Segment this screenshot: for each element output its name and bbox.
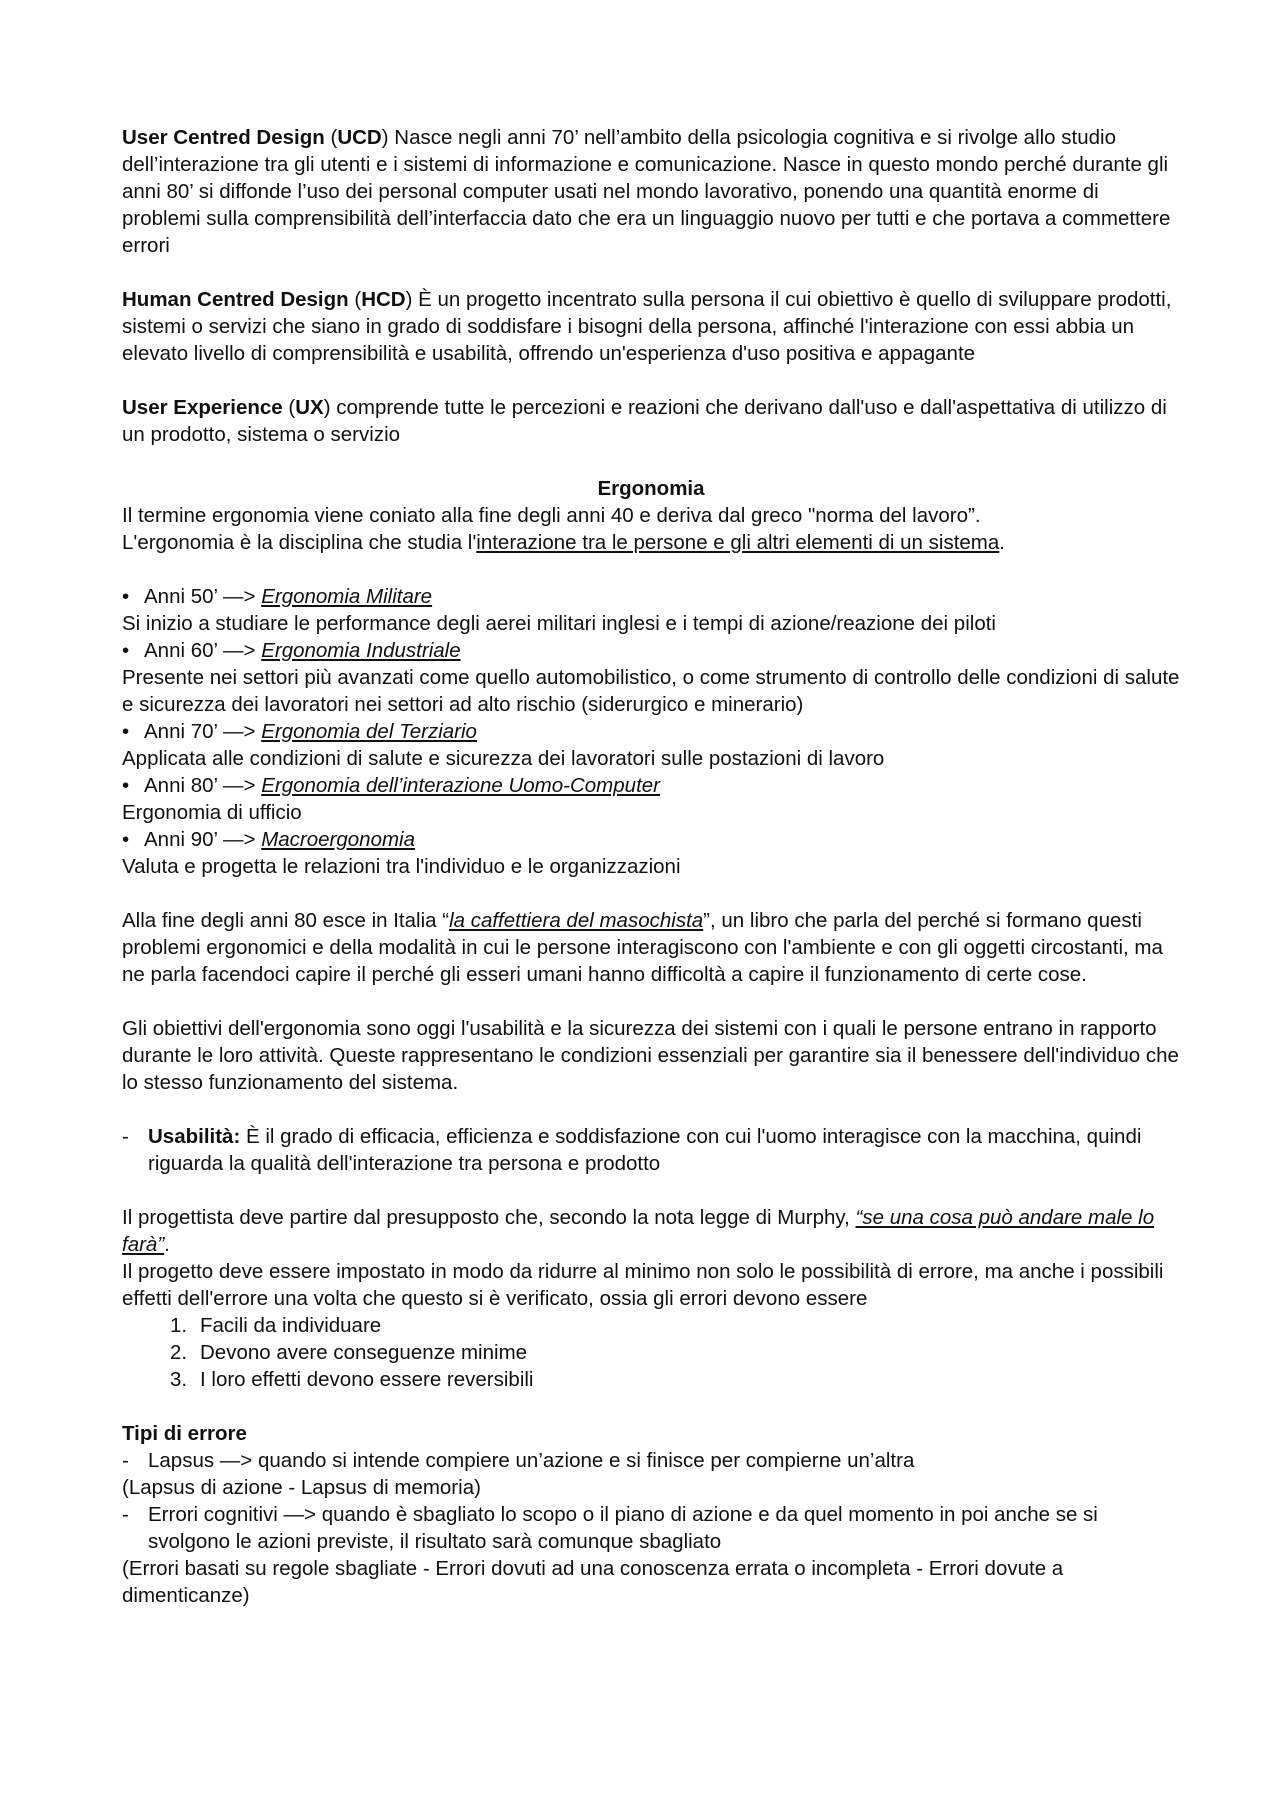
era-label: Anni 50’ —> <box>144 585 262 608</box>
era-name: Ergonomia Industriale <box>261 639 461 662</box>
bullet-icon: • <box>122 828 130 851</box>
ergonomia-line2-post: . <box>999 531 1005 554</box>
errore-cognitivi <box>122 1501 1180 1555</box>
murphy-post: . <box>164 1233 170 1256</box>
term-ucd: User Centred Design <box>122 126 325 149</box>
list-text: Facili da individuare <box>200 1314 382 1337</box>
list-number: 1. <box>170 1314 188 1337</box>
text-ucd: Nasce negli anni 70’ nell’ambito della psicologia cognitiva e si rivolge allo studio dell’interazione tra gli utenti e i sistemi di informazione e comunicazione. Nasce in questo mondo perché durante gli anni 80’ si diffonde l’uso dei personal computer usati nel mondo lavorativo, ponendo una quantità enorme di problemi sulla comprensibilità dell’interfaccia dato che era un linguaggio nuovo per tutti e che portava a commettere errori <box>122 126 1171 257</box>
era-label: Anni 70’ —> <box>144 720 262 743</box>
caffettiera-post: ”, un libro che parla del perché si formano questi problemi ergonomici e della modalità in cui le persone interagiscono con l'ambiente e con gli oggetti circostanti, ma ne parla facendoci capire il perché gli esseri umani hanno difficoltà a capire il funzionamento di certe cose. <box>122 909 1163 986</box>
paragraph-hcd: Human Centred Design (HCD) È un progetto incentrato sulla persona il cui obiettivo è quello di sviluppare prodotti, sistemi o servizi che siano in grado di soddisfare i bisogni della persona, affinché l'interazione con essi abbia un elevato livello di comprensibilità e usabilità, offrendo un'esperienza d'uso positiva e appagante <box>122 288 1172 365</box>
era-item <box>122 583 1180 610</box>
term-hcd: Human Centred Design <box>122 288 349 311</box>
term-ux: User Experience <box>122 396 283 419</box>
dash-icon: - <box>122 1503 129 1526</box>
list-number: 3. <box>170 1368 188 1391</box>
errore-lapsus <box>122 1447 1180 1474</box>
bullet-icon: • <box>122 639 130 662</box>
heading-ergonomia: Ergonomia <box>597 477 705 500</box>
era-item <box>122 772 1180 799</box>
list-item <box>170 1312 1180 1339</box>
murphy-quote: “se una cosa può andare male lo farà” <box>122 1206 1155 1256</box>
paragraph-ucd: User Centred Design (UCD) Nasce negli anni 70’ nell’ambito della psicologia cognitiva e si rivolge allo studio dell’interazione tra gli utenti e i sistemi di informazione e comunicazione. Nasce in questo mondo perché durante gli anni 80’ si diffonde l’uso dei personal computer usati nel mondo lavorativo, ponendo una quantità enorme di problemi sulla comprensibilità dell’interfaccia dato che era un linguaggio nuovo per tutti e che portava a commettere errori <box>122 126 1171 257</box>
era-label: Anni 60’ —> <box>144 639 262 662</box>
era-name: Ergonomia dell’interazione Uomo-Computer <box>261 774 660 797</box>
paragraph-caffettiera <box>122 907 1180 988</box>
paragraph-ux: User Experience (UX) comprende tutte le percezioni e reazioni che derivano dall'uso e dall'aspettativa di utilizzo di un prodotto, sistema o servizio <box>122 396 1167 446</box>
murphy-pre: Il progettista deve partire dal presupposto che, secondo la nota legge di Murphy, <box>122 1206 856 1229</box>
text-cognitivi: Errori cognitivi —> quando è sbagliato lo scopo o il piano di azione e da quel momento in poi anche se si svolgono le azioni previste, il risultato sarà comunque sbagliato <box>148 1503 1098 1553</box>
list-text: Devono avere conseguenze minime <box>200 1341 528 1364</box>
bullet-icon: • <box>122 585 130 608</box>
text-lapsus: Lapsus —> quando si intende compiere un’azione e si finisce per compierne un’altra <box>148 1449 915 1472</box>
bullet-icon: • <box>122 720 130 743</box>
caffettiera-pre: Alla fine degli anni 80 esce in Italia “ <box>122 909 450 932</box>
usabilita-item <box>122 1123 1180 1177</box>
ergonomia-line2-pre: L'ergonomia è la disciplina che studia l' <box>122 531 477 554</box>
note-cognitivi: (Errori basati su regole sbagliate - Errori dovuti ad una conoscenza errata o incompleta - Errori dovute a dimenticanze) <box>122 1557 1064 1607</box>
abbr-hcd: HCD <box>361 288 406 311</box>
era-name: Ergonomia Militare <box>261 585 433 608</box>
requirements-list <box>122 1312 1180 1393</box>
era-description: Presente nei settori più avanzati come quello automobilistico, o come strumento di controllo delle condizioni di salute e sicurezza dei lavoratori nei settori ad alto rischio (siderurgico e minerario) <box>122 666 1180 716</box>
era-item <box>122 826 1180 853</box>
paragraph-murphy <box>122 1204 1180 1258</box>
text-ux: comprende tutte le percezioni e reazioni che derivano dall'uso e dall'aspettativa di utilizzo di un prodotto, sistema o servizio <box>122 396 1167 446</box>
ergonomia-line2 <box>122 529 1180 556</box>
era-item <box>122 637 1180 664</box>
era-label: Anni 90’ —> <box>144 828 262 851</box>
text-hcd: È un progetto incentrato sulla persona il cui obiettivo è quello di sviluppare prodotti, sistemi o servizi che siano in grado di soddisfare i bisogni della persona, affinché l'interazione con essi abbia un elevato livello di comprensibilità e usabilità, offrendo un'esperienza d'uso positiva e appagante <box>122 288 1172 365</box>
dash-icon: - <box>122 1125 129 1148</box>
era-description: Ergonomia di ufficio <box>122 801 302 824</box>
era-list <box>122 583 1180 880</box>
heading-tipi-errore: Tipi di errore <box>122 1422 247 1445</box>
dash-icon: - <box>122 1449 129 1472</box>
era-name: Macroergonomia <box>261 828 416 851</box>
term-usabilita: Usabilità: <box>148 1125 241 1148</box>
abbr-ux: UX <box>295 396 324 419</box>
list-text: I loro effetti devono essere reversibili <box>200 1368 534 1391</box>
book-title: la caffettiera del masochista <box>449 909 704 932</box>
bullet-icon: • <box>122 774 130 797</box>
list-item <box>170 1339 1180 1366</box>
abbr-ucd: UCD <box>337 126 382 149</box>
era-description: Si inizio a studiare le performance degli aerei militari inglesi e i tempi di azione/reazione dei piloti <box>122 612 996 635</box>
era-description: Valuta e progetta le relazioni tra l'individuo e le organizzazioni <box>122 855 681 878</box>
ergonomia-line1: Il termine ergonomia viene coniato alla fine degli anni 40 e deriva dal greco "norma del lavoro”. <box>122 504 981 527</box>
era-name: Ergonomia del Terziario <box>261 720 477 743</box>
paragraph-obiettivi: Gli obiettivi dell'ergonomia sono oggi l'usabilità e la sicurezza dei sistemi con i quali le persone entrano in rapporto durante le loro attività. Queste rappresentano le condizioni essenziali per garantire sia il benessere dell'individuo che lo stesso funzionamento del sistema. <box>122 1017 1179 1094</box>
text-usabilita: È il grado di efficacia, efficienza e soddisfazione con cui l'uomo interagisce con la macchina, quindi riguarda la qualità dell'interazione tra persona e prodotto <box>148 1125 1142 1175</box>
era-description: Applicata alle condizioni di salute e sicurezza dei lavoratori sulle postazioni di lavoro <box>122 747 885 770</box>
note-lapsus: (Lapsus di azione - Lapsus di memoria) <box>122 1476 481 1499</box>
list-item <box>170 1366 1180 1393</box>
paragraph-progetto: Il progetto deve essere impostato in modo da ridurre al minimo non solo le possibilità di errore, ma anche i possibili effetti dell'errore una volta che questo si è verificato, ossia gli errori devono essere <box>122 1260 1164 1310</box>
ergonomia-definition-link: interazione tra le persone e gli altri elementi di un sistema <box>476 531 1000 554</box>
list-number: 2. <box>170 1341 188 1364</box>
era-label: Anni 80’ —> <box>144 774 262 797</box>
era-item <box>122 718 1180 745</box>
